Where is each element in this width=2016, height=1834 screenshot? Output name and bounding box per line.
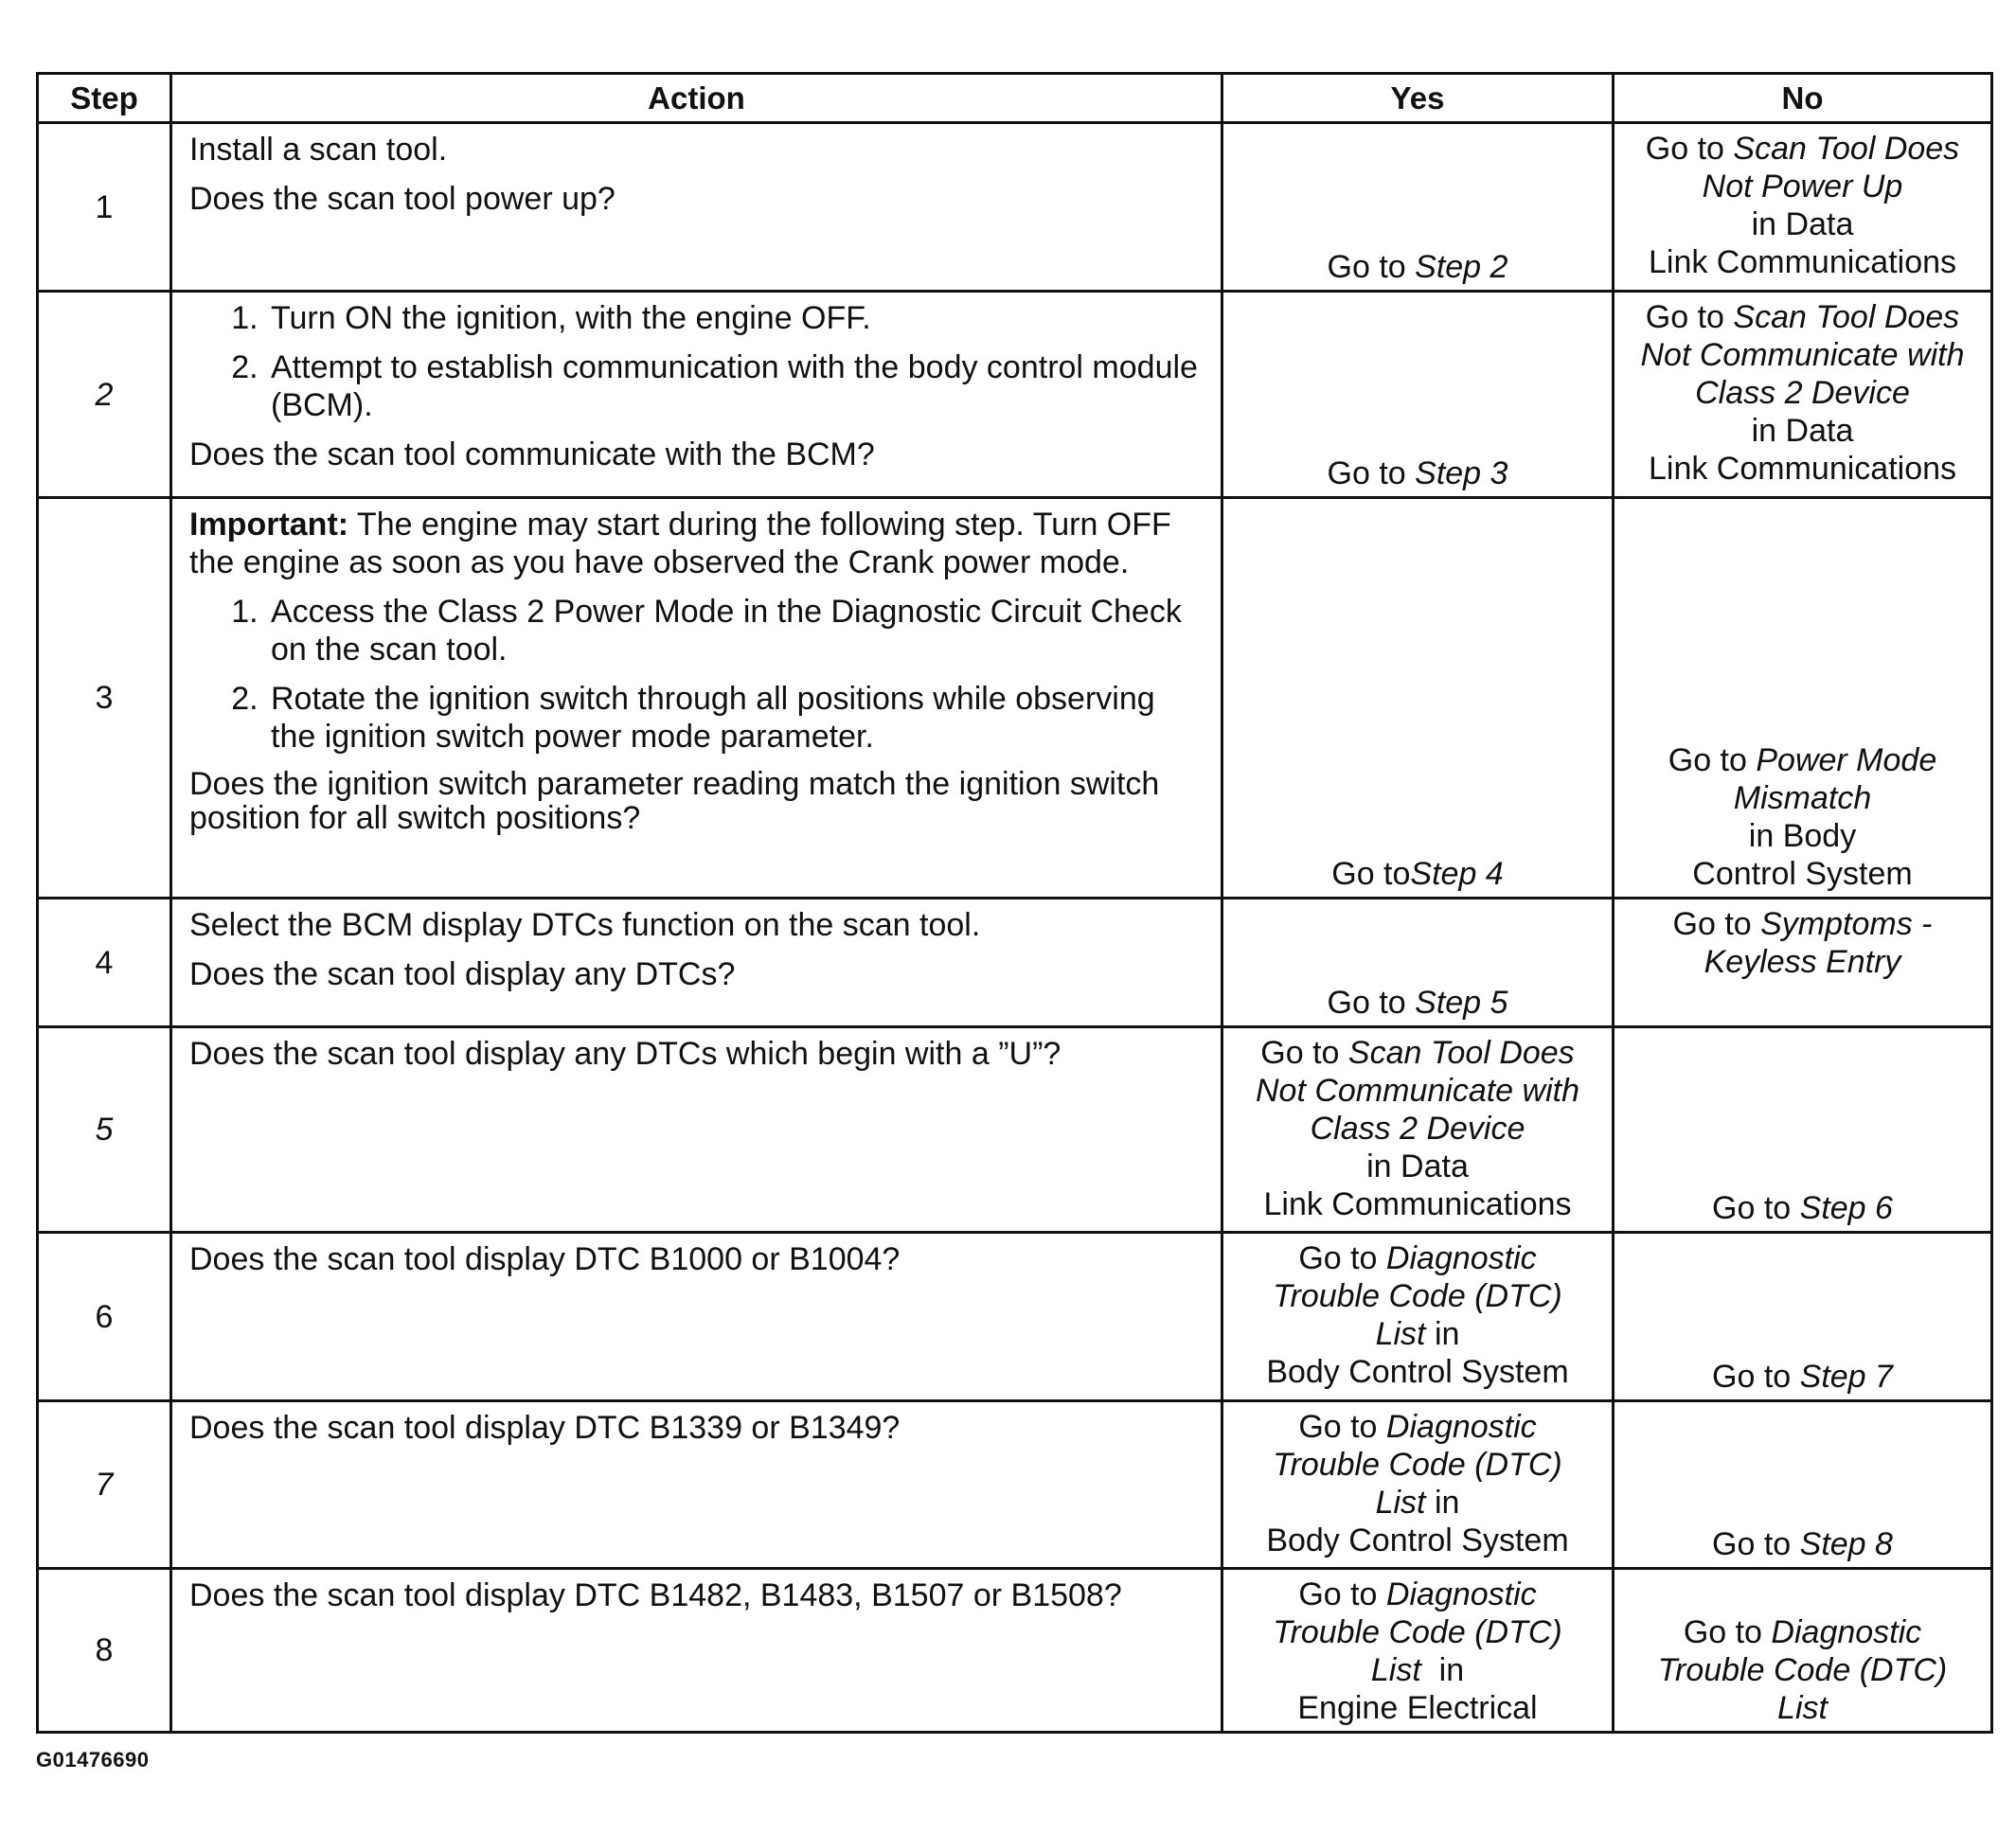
yes-reference-link[interactable]: List xyxy=(1375,1316,1426,1352)
header-action: Action xyxy=(171,74,1222,123)
no-prefix: Go to xyxy=(1645,131,1734,167)
no-reference-link[interactable]: Trouble Code (DTC) xyxy=(1657,1652,1948,1688)
no-cell xyxy=(1614,1027,1992,1233)
yes-reference-link[interactable]: Scan Tool Does xyxy=(1347,1035,1575,1071)
action-cell xyxy=(171,1569,1222,1733)
yes-location-text: Engine Electrical xyxy=(1297,1690,1538,1726)
yes-reference-link[interactable]: Diagnostic xyxy=(1385,1576,1537,1612)
yes-reference-link[interactable]: Trouble Code (DTC) xyxy=(1273,1447,1562,1483)
no-reference-link[interactable]: Scan Tool Does xyxy=(1733,299,1960,335)
header-row xyxy=(38,74,1992,123)
action-cell xyxy=(171,1027,1222,1233)
action-question: Does the scan tool display any DTCs which begin with a ”U”? xyxy=(189,1036,1062,1072)
yes-cell xyxy=(1222,1569,1614,1733)
no-reference-link[interactable]: Symptoms - xyxy=(1760,906,1933,942)
header-no: No xyxy=(1614,74,1992,123)
no-reference-link[interactable]: Mismatch xyxy=(1733,780,1872,816)
yes-cell xyxy=(1222,1401,1614,1569)
yes-reference-link[interactable]: List xyxy=(1370,1652,1421,1688)
action-cell xyxy=(171,292,1222,498)
action-question: Does the scan tool display DTC B1339 or B1349? xyxy=(189,1410,901,1446)
action-question: Does the scan tool display DTC B1000 or B1004? xyxy=(189,1241,901,1277)
no-prefix: Go to xyxy=(1712,1526,1800,1562)
yes-prefix: Go to xyxy=(1327,249,1416,285)
yes-prefix: Go to xyxy=(1331,856,1411,892)
no-location-text: Control System xyxy=(1692,856,1913,892)
table-row xyxy=(38,1401,1992,1569)
yes-reference-link[interactable]: Diagnostic xyxy=(1385,1409,1537,1445)
no-reference-link[interactable]: Diagnostic xyxy=(1771,1614,1922,1650)
action-cell xyxy=(171,1233,1222,1401)
yes-cell xyxy=(1222,292,1614,498)
header-yes: Yes xyxy=(1222,74,1614,123)
yes-prefix: Go to xyxy=(1298,1240,1386,1276)
yes-suffix: in xyxy=(1425,1485,1460,1521)
yes-reference-link[interactable]: Trouble Code (DTC) xyxy=(1273,1278,1562,1314)
header-step: Step xyxy=(38,74,171,123)
yes-suffix: in xyxy=(1420,1652,1465,1688)
no-reference-link[interactable]: Not Communicate with xyxy=(1640,337,1965,373)
action-list-item: 1. Access the Class 2 Power Mode in the Diagnostic Circuit Check on the scan tool. xyxy=(267,593,1204,668)
action-question: Does the scan tool display DTC B1482, B1483, B1507 or B1508? xyxy=(189,1577,1122,1613)
table-row xyxy=(38,292,1992,498)
yes-location-text: Body Control System xyxy=(1266,1522,1569,1558)
action-question: Does the ignition switch parameter reading match the ignition switch position for all switch positions? xyxy=(189,766,1160,836)
no-cell xyxy=(1614,498,1992,899)
no-prefix: Go to xyxy=(1712,1190,1800,1226)
action-text: Install a scan tool. xyxy=(189,132,448,168)
yes-prefix: Go to xyxy=(1327,985,1416,1021)
no-cell xyxy=(1614,1401,1992,1569)
step-number: 5 xyxy=(38,1027,171,1233)
yes-reference-link[interactable]: Not Communicate with xyxy=(1255,1073,1579,1109)
no-prefix: Go to xyxy=(1683,1614,1772,1650)
step-number: 1 xyxy=(38,123,171,292)
step-number: 8 xyxy=(38,1569,171,1733)
action-cell xyxy=(171,123,1222,292)
no-prefix: Go to xyxy=(1668,742,1757,778)
yes-step-link[interactable]: Step 2 xyxy=(1415,249,1508,285)
no-cell xyxy=(1614,292,1992,498)
yes-cell xyxy=(1222,123,1614,292)
yes-prefix: Go to xyxy=(1260,1035,1348,1071)
step-number: 4 xyxy=(38,899,171,1027)
action-list-item: 2. Rotate the ignition switch through all positions while observing the ignition switch power mode parameter. xyxy=(267,680,1204,756)
no-location-text: in Data xyxy=(1751,206,1854,242)
no-step-link[interactable]: Step 6 xyxy=(1799,1190,1893,1226)
no-cell xyxy=(1614,1233,1992,1401)
step-number: 3 xyxy=(38,498,171,899)
no-location-text: in Body xyxy=(1748,818,1857,854)
yes-reference-link[interactable]: List xyxy=(1375,1485,1426,1521)
step-number: 7 xyxy=(38,1401,171,1569)
no-reference-link[interactable]: Class 2 Device xyxy=(1695,375,1910,411)
yes-cell xyxy=(1222,899,1614,1027)
yes-step-link[interactable]: Step 3 xyxy=(1415,455,1508,491)
action-question: Does the scan tool power up? xyxy=(189,181,616,217)
yes-cell xyxy=(1222,1233,1614,1401)
no-prefix: Go to xyxy=(1712,1359,1800,1395)
yes-step-link[interactable]: Step 5 xyxy=(1415,985,1508,1021)
yes-prefix: Go to xyxy=(1298,1576,1386,1612)
no-step-link[interactable]: Step 8 xyxy=(1799,1526,1893,1562)
action-question: Does the scan tool communicate with the BCM? xyxy=(189,436,875,472)
important-note xyxy=(189,506,1204,581)
yes-step-link[interactable]: Step 4 xyxy=(1410,856,1504,892)
action-question: Does the scan tool display any DTCs? xyxy=(189,956,736,992)
table-row xyxy=(38,1569,1992,1733)
action-cell xyxy=(171,498,1222,899)
no-location-text: Link Communications xyxy=(1648,451,1957,487)
step-number: 6 xyxy=(38,1233,171,1401)
step-number: 2 xyxy=(38,292,171,498)
yes-prefix: Go to xyxy=(1298,1409,1386,1445)
yes-reference-link[interactable]: Trouble Code (DTC) xyxy=(1273,1614,1562,1650)
no-reference-link[interactable]: Scan Tool Does xyxy=(1733,131,1960,167)
no-cell xyxy=(1614,899,1992,1027)
no-location-text: Link Communications xyxy=(1648,244,1957,280)
no-reference-link[interactable]: List xyxy=(1777,1690,1828,1726)
no-location-text: in Data xyxy=(1751,413,1854,449)
table-row xyxy=(38,498,1992,899)
yes-location-text: Body Control System xyxy=(1266,1354,1569,1390)
no-reference-link[interactable]: Power Mode xyxy=(1756,742,1937,778)
action-text: Select the BCM display DTCs function on the scan tool. xyxy=(189,907,981,943)
important-label: Important: xyxy=(189,507,349,543)
yes-reference-link[interactable]: Diagnostic xyxy=(1385,1240,1537,1276)
table-row xyxy=(38,123,1992,292)
no-step-link[interactable]: Step 7 xyxy=(1799,1359,1893,1395)
no-cell xyxy=(1614,1569,1992,1733)
no-prefix: Go to xyxy=(1645,299,1734,335)
action-list-item: 1. Turn ON the ignition, with the engine OFF. xyxy=(267,299,1204,337)
table-row xyxy=(38,1233,1992,1401)
table-row xyxy=(38,1027,1992,1233)
diagnostic-table xyxy=(36,72,1993,1734)
yes-location-text: in Data xyxy=(1366,1148,1469,1184)
figure-id: G01476690 xyxy=(36,1748,150,1772)
action-list-item: 2. Attempt to establish communication with the body control module (BCM). xyxy=(267,348,1204,424)
important-text: The engine may start during the following step. Turn OFF the engine as soon as you have observed the Crank power mode. xyxy=(189,507,1171,580)
no-reference-link[interactable]: Not Power Up xyxy=(1702,169,1903,205)
yes-cell xyxy=(1222,1027,1614,1233)
no-cell xyxy=(1614,123,1992,292)
no-prefix: Go to xyxy=(1672,906,1761,942)
yes-prefix: Go to xyxy=(1327,455,1416,491)
table-row xyxy=(38,899,1992,1027)
yes-cell xyxy=(1222,498,1614,899)
action-cell xyxy=(171,1401,1222,1569)
action-cell xyxy=(171,899,1222,1027)
yes-location-text: Link Communications xyxy=(1263,1186,1572,1222)
yes-reference-link[interactable]: Class 2 Device xyxy=(1310,1111,1525,1147)
yes-suffix: in xyxy=(1425,1316,1460,1352)
no-reference-link[interactable]: Keyless Entry xyxy=(1704,944,1901,980)
